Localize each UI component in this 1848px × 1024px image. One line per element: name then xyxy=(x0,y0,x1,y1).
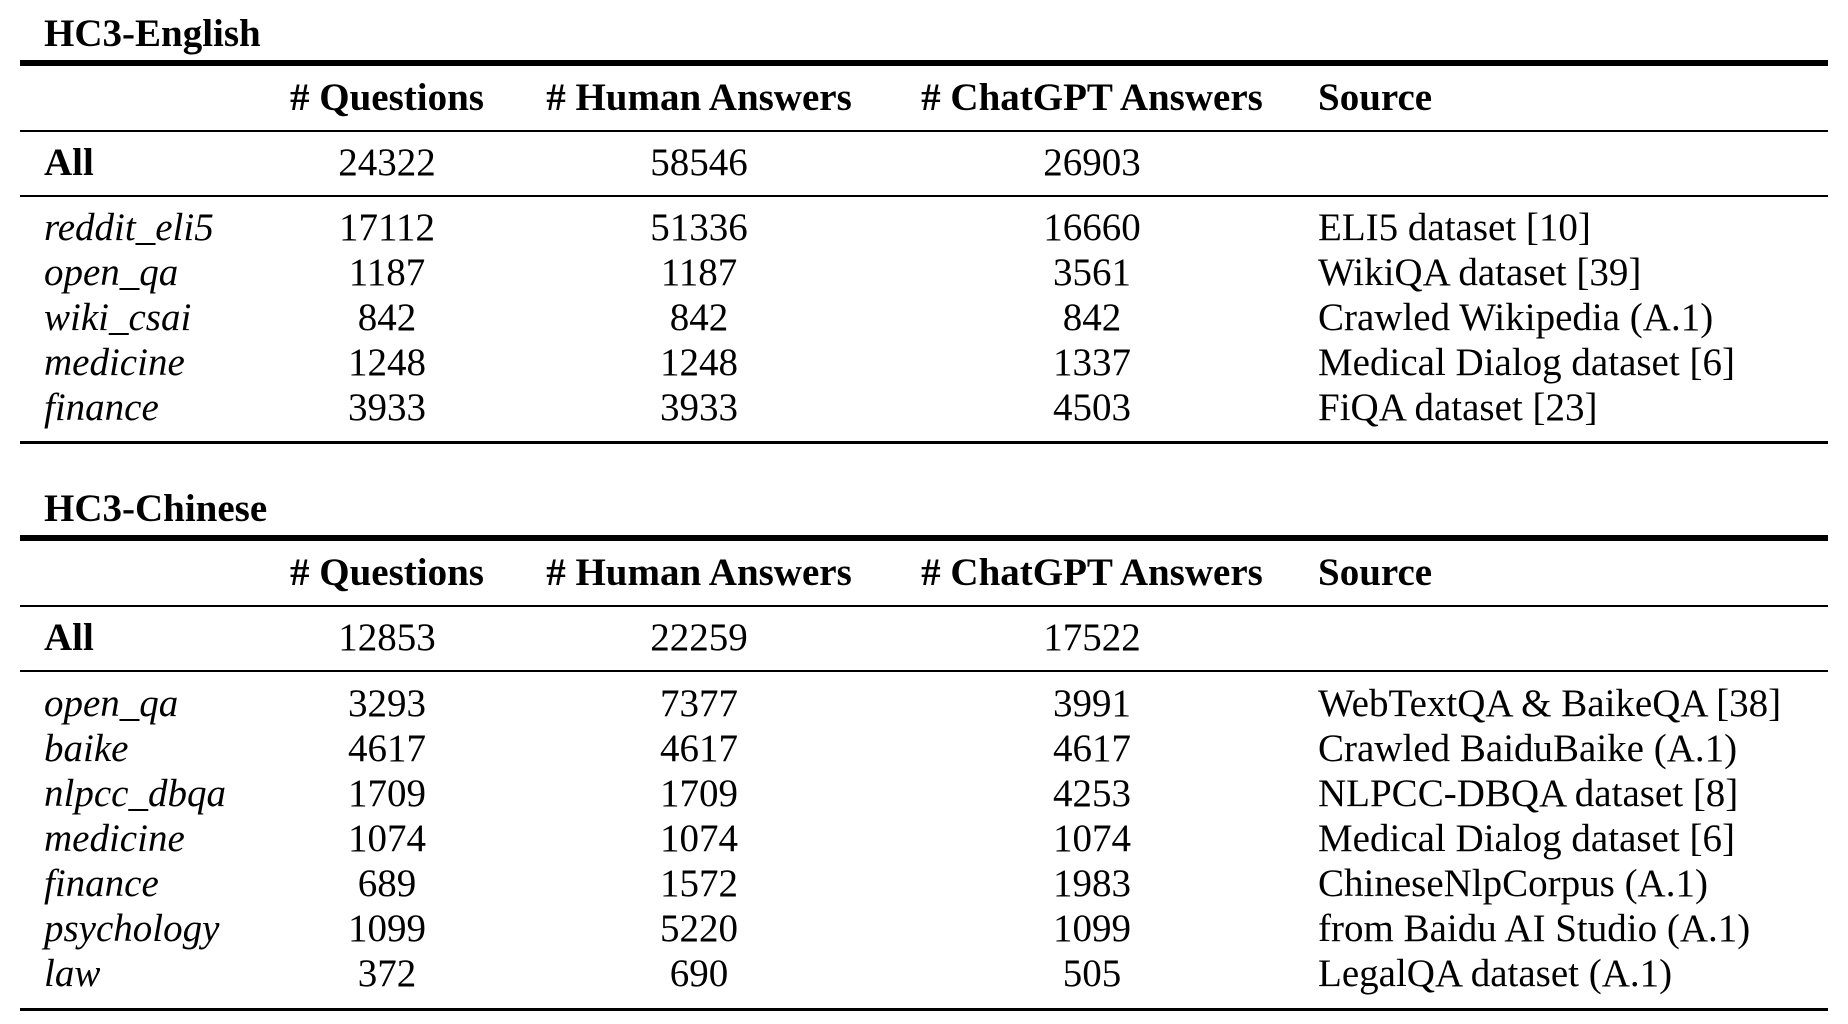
row-human-answers: 690 xyxy=(669,952,729,995)
row-human-answers: 1572 xyxy=(660,862,738,905)
header-chatgpt-answers: # ChatGPT Answers xyxy=(921,76,1263,119)
row-questions: 3933 xyxy=(348,386,426,429)
row-name: medicine xyxy=(44,341,185,384)
header-source: Source xyxy=(1318,551,1433,594)
row-name: open_qa xyxy=(44,682,179,725)
row-source: ELI5 dataset [10] xyxy=(1318,206,1591,249)
row-questions: 17112 xyxy=(338,206,436,249)
row-name: wiki_csai xyxy=(44,296,192,339)
row-questions: 1099 xyxy=(348,907,426,950)
row-name: open_qa xyxy=(44,251,179,294)
row-questions: 1187 xyxy=(348,251,426,294)
row-chatgpt-answers: 4253 xyxy=(1053,772,1131,815)
row-source: ChineseNlpCorpus (A.1) xyxy=(1318,862,1708,905)
header-source: Source xyxy=(1318,76,1433,119)
row-questions: 3293 xyxy=(348,682,426,725)
row-source: Crawled BaiduBaike (A.1) xyxy=(1318,727,1738,770)
row-chatgpt-answers: 3561 xyxy=(1053,251,1131,294)
row-source: WikiQA dataset [39] xyxy=(1318,251,1642,294)
row-chatgpt-answers: 16660 xyxy=(1043,206,1141,249)
row-questions: 1074 xyxy=(348,817,426,860)
row-human-answers: 3933 xyxy=(660,386,738,429)
table-title: HC3-Chinese xyxy=(44,487,268,530)
header-questions: # Questions xyxy=(290,76,484,119)
all-questions: 24322 xyxy=(338,141,436,184)
row-source: Medical Dialog dataset [6] xyxy=(1318,341,1735,384)
row-chatgpt-answers: 3991 xyxy=(1053,682,1131,725)
all-questions: 12853 xyxy=(338,616,436,659)
row-name: reddit_eli5 xyxy=(44,206,214,249)
bottom-rule xyxy=(20,1008,1828,1011)
row-questions: 4617 xyxy=(348,727,426,770)
row-chatgpt-answers: 1337 xyxy=(1053,341,1131,384)
row-source: NLPCC-DBQA dataset [8] xyxy=(1318,772,1739,815)
row-questions: 372 xyxy=(357,952,417,995)
row-name: baike xyxy=(44,727,129,770)
row-source: from Baidu AI Studio (A.1) xyxy=(1318,907,1751,950)
row-human-answers: 7377 xyxy=(660,682,738,725)
row-human-answers: 1187 xyxy=(660,251,738,294)
row-human-answers: 51336 xyxy=(650,206,748,249)
row-name: nlpcc_dbqa xyxy=(44,772,226,815)
row-name: psychology xyxy=(44,907,220,950)
row-source: FiQA dataset [23] xyxy=(1318,386,1598,429)
row-chatgpt-answers: 1983 xyxy=(1053,862,1131,905)
row-questions: 689 xyxy=(357,862,417,905)
row-human-answers: 1709 xyxy=(660,772,738,815)
all-human-answers: 58546 xyxy=(650,141,748,184)
header-human-answers: # Human Answers xyxy=(546,76,852,119)
row-source: WebTextQA & BaikeQA [38] xyxy=(1318,682,1782,725)
all-human-answers: 22259 xyxy=(650,616,748,659)
bottom-rule xyxy=(20,441,1828,444)
row-chatgpt-answers: 1074 xyxy=(1053,817,1131,860)
header-human-answers: # Human Answers xyxy=(546,551,852,594)
row-source: Crawled Wikipedia (A.1) xyxy=(1318,296,1714,339)
row-human-answers: 5220 xyxy=(660,907,738,950)
row-name: medicine xyxy=(44,817,185,860)
all-label: All xyxy=(44,616,94,659)
top-rule xyxy=(20,535,1828,541)
all-rule xyxy=(20,195,1828,197)
all-label: All xyxy=(44,141,94,184)
row-human-answers: 1248 xyxy=(660,341,738,384)
top-rule xyxy=(20,60,1828,66)
row-source: Medical Dialog dataset [6] xyxy=(1318,817,1735,860)
row-human-answers: 1074 xyxy=(660,817,738,860)
table-title: HC3-English xyxy=(44,12,261,55)
row-name: law xyxy=(44,952,101,995)
row-chatgpt-answers: 1099 xyxy=(1053,907,1131,950)
all-chatgpt-answers: 26903 xyxy=(1043,141,1141,184)
row-chatgpt-answers: 505 xyxy=(1062,952,1122,995)
row-questions: 1248 xyxy=(348,341,426,384)
row-chatgpt-answers: 4617 xyxy=(1053,727,1131,770)
header-questions: # Questions xyxy=(290,551,484,594)
header-chatgpt-answers: # ChatGPT Answers xyxy=(921,551,1263,594)
row-human-answers: 4617 xyxy=(660,727,738,770)
row-chatgpt-answers: 842 xyxy=(1062,296,1122,339)
row-name: finance xyxy=(44,862,159,905)
row-chatgpt-answers: 4503 xyxy=(1053,386,1131,429)
row-source: LegalQA dataset (A.1) xyxy=(1318,952,1673,995)
header-rule xyxy=(20,130,1828,132)
all-rule xyxy=(20,670,1828,672)
row-questions: 842 xyxy=(357,296,417,339)
row-questions: 1709 xyxy=(348,772,426,815)
row-human-answers: 842 xyxy=(669,296,729,339)
all-chatgpt-answers: 17522 xyxy=(1043,616,1141,659)
header-rule xyxy=(20,605,1828,607)
row-name: finance xyxy=(44,386,159,429)
